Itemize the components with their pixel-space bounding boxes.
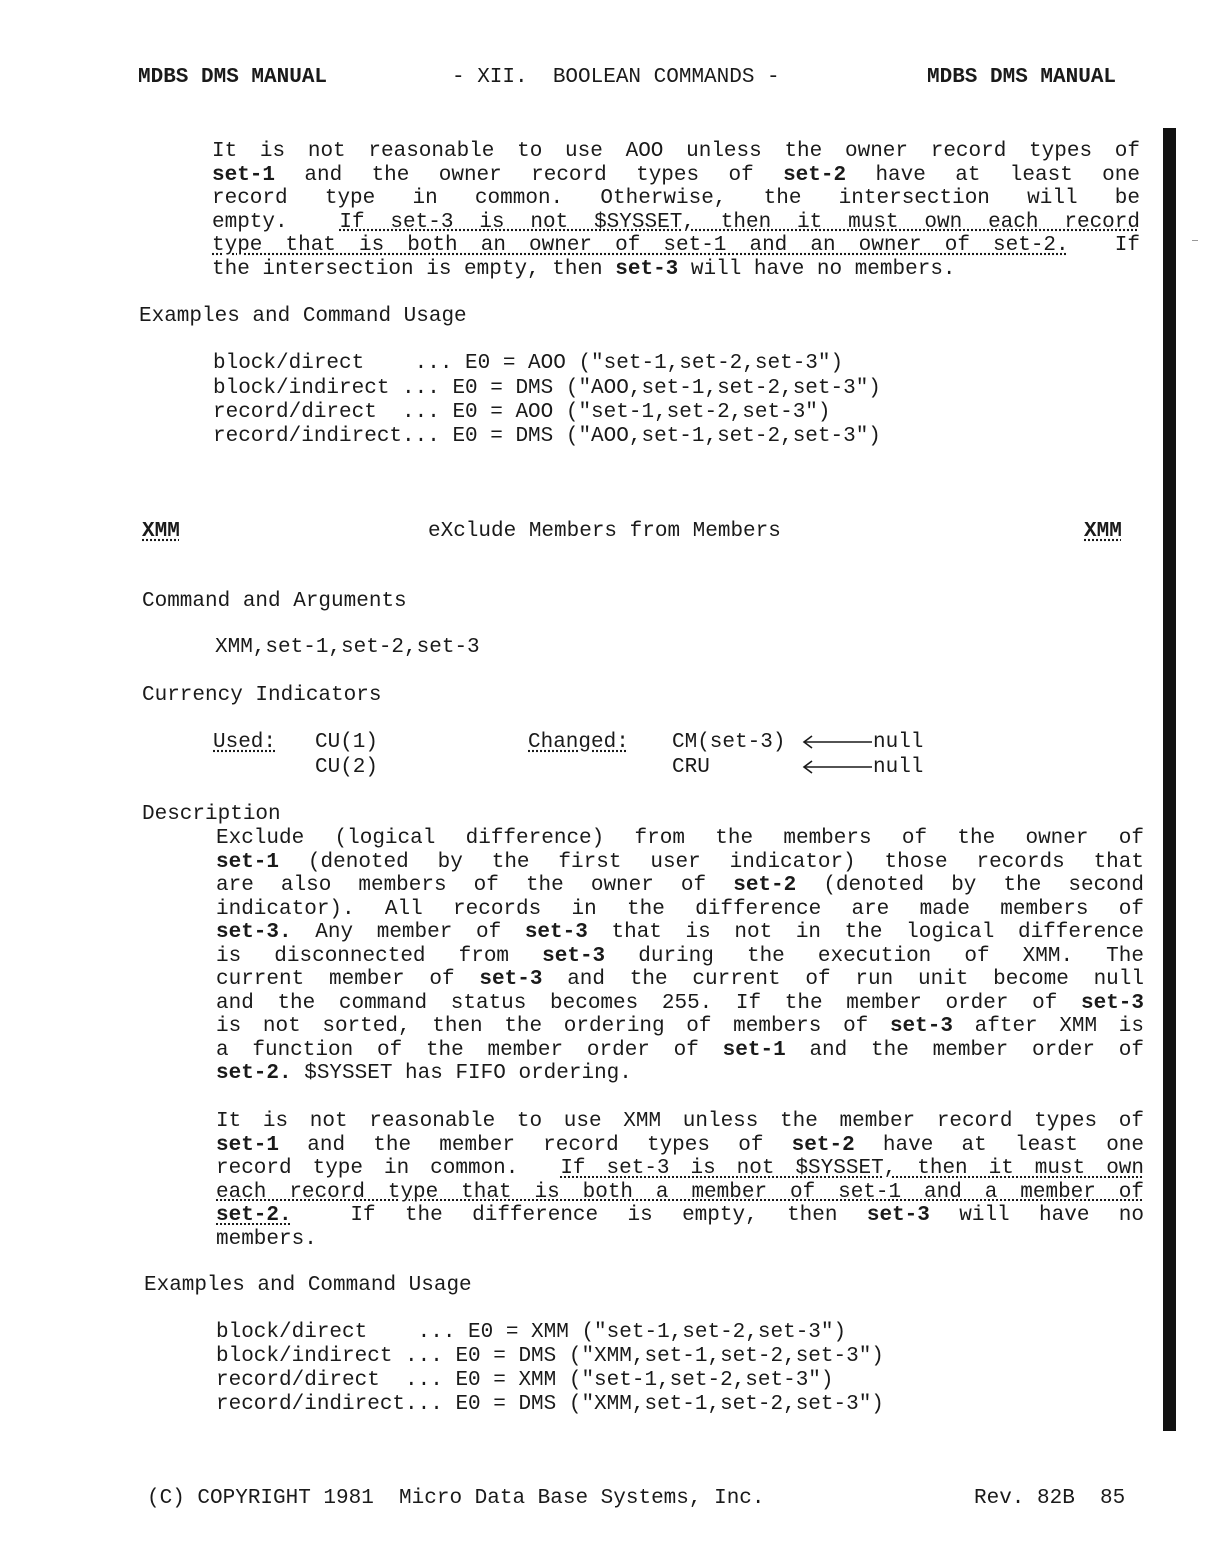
desc-line: and the command status becomes 255. If the member order of set-3 <box>216 991 1144 1015</box>
changed-value-2: null <box>873 756 924 779</box>
desc-line: set-3. Any member of set-3 that is not in the logical difference <box>216 921 1145 944</box>
desc-line: set-1 (denoted by the first user indicator) those records that <box>216 850 1144 874</box>
currency-indicators-heading: Currency Indicators <box>142 684 382 707</box>
desc-line: current member of set-3 and the current of run unit become null <box>216 968 1144 991</box>
description-heading: Description <box>142 803 281 826</box>
aoo-example-3: record/direct ... E0 = AOO ("set-1,set-2,set-3") <box>213 401 831 424</box>
changed-label: Changed: <box>528 731 629 754</box>
left-arrow-icon <box>804 736 872 748</box>
p2-line-6: members. <box>216 1227 317 1251</box>
aoo-line-2: set-1 and the owner record types of set-2 have at least one <box>212 163 1140 187</box>
aoo-line-3: record type in common. Otherwise, the intersection will be <box>212 187 1140 210</box>
xmm-examples-heading: Examples and Command Usage <box>144 1274 472 1297</box>
xmm-paragraph-2 <box>216 1110 1144 1251</box>
arrow-icons <box>800 731 875 781</box>
aoo-line-6: the intersection is empty, then set-3 will have no members. <box>212 257 956 281</box>
changed-item-1: CM(set-3) <box>672 731 786 754</box>
p2-line-5: set-2. If the difference is empty, then set-3 will have no <box>216 1204 1145 1227</box>
header-center: - XII. BOOLEAN COMMANDS - <box>452 66 780 89</box>
aoo-line-1: It is not reasonable to use AOO unless the owner record types of <box>212 140 1140 163</box>
header-right: MDBS DMS MANUAL <box>927 66 1117 89</box>
xmm-title: eXclude Members from Members <box>428 520 781 543</box>
xmm-example-1: block/direct ... E0 = XMM ("set-1,set-2,set-3") <box>216 1321 847 1344</box>
xmm-code-right: XMM <box>1084 520 1122 543</box>
left-arrow-icon <box>804 761 872 773</box>
p2-line-2: set-1 and the member record types of set-2 have at least one <box>216 1133 1145 1157</box>
footer-copyright: (C) COPYRIGHT 1981 Micro Data Base Systems, Inc. <box>147 1487 765 1510</box>
aoo-line-5: type that is both an owner of set-1 and an owner of set-2. If <box>212 234 1140 257</box>
margin-tick <box>1192 240 1198 241</box>
desc-line: indicator). All records in the difference are made members of <box>216 897 1144 921</box>
header-left: MDBS DMS MANUAL <box>138 66 328 89</box>
command-syntax: XMM,set-1,set-2,set-3 <box>215 636 480 659</box>
desc-line: is not sorted, then the ordering of members of set-3 after XMM is <box>216 1015 1145 1038</box>
description-paragraph <box>216 827 1144 1086</box>
xmm-code-left: XMM <box>142 520 180 543</box>
p2-line-4: each record type that is both a member of set-1 and a member of <box>216 1180 1144 1204</box>
p2-line-3: record type in common. If set-3 is not $SYSSET, then it must own <box>216 1157 1145 1180</box>
changed-item-2: CRU <box>672 756 710 779</box>
desc-line: set-2. $SYSSET has FIFO ordering. <box>216 1062 632 1085</box>
desc-line: are also members of the owner of set-2 (denoted by the second <box>216 874 1144 897</box>
desc-line: is disconnected from set-3 during the execution of XMM. The <box>216 944 1144 968</box>
aoo-example-2: block/indirect ... E0 = DMS ("AOO,set-1,set-2,set-3") <box>213 377 881 400</box>
aoo-example-1: block/direct ... E0 = AOO ("set-1,set-2,set-3") <box>213 352 844 375</box>
aoo-examples-heading: Examples and Command Usage <box>139 305 467 328</box>
command-arguments-heading: Command and Arguments <box>142 590 407 613</box>
xmm-example-4: record/indirect... E0 = DMS ("XMM,set-1,set-2,set-3") <box>216 1393 884 1416</box>
used-item-2: CU(2) <box>315 756 379 779</box>
changed-value-1: null <box>873 731 924 754</box>
aoo-example-4: record/indirect... E0 = DMS ("AOO,set-1,set-2,set-3") <box>213 425 881 448</box>
p2-line-1: It is not reasonable to use XMM unless the member record types of <box>216 1110 1144 1133</box>
xmm-example-3: record/direct ... E0 = XMM ("set-1,set-2,set-3") <box>216 1369 834 1392</box>
used-item-1: CU(1) <box>315 731 379 754</box>
aoo-line-4: empty. If set-3 is not $SYSSET, then it must own each record <box>212 210 1140 234</box>
desc-line: Exclude (logical difference) from the members of the owner of <box>216 827 1144 850</box>
footer-revision-page: Rev. 82B 85 <box>974 1487 1126 1510</box>
aoo-paragraph <box>212 140 1140 281</box>
xmm-example-2: block/indirect ... E0 = DMS ("XMM,set-1,set-2,set-3") <box>216 1345 884 1368</box>
desc-line: a function of the member order of set-1 and the member order of <box>216 1038 1144 1062</box>
used-label: Used: <box>213 731 277 754</box>
revision-change-bar <box>1163 128 1176 1431</box>
